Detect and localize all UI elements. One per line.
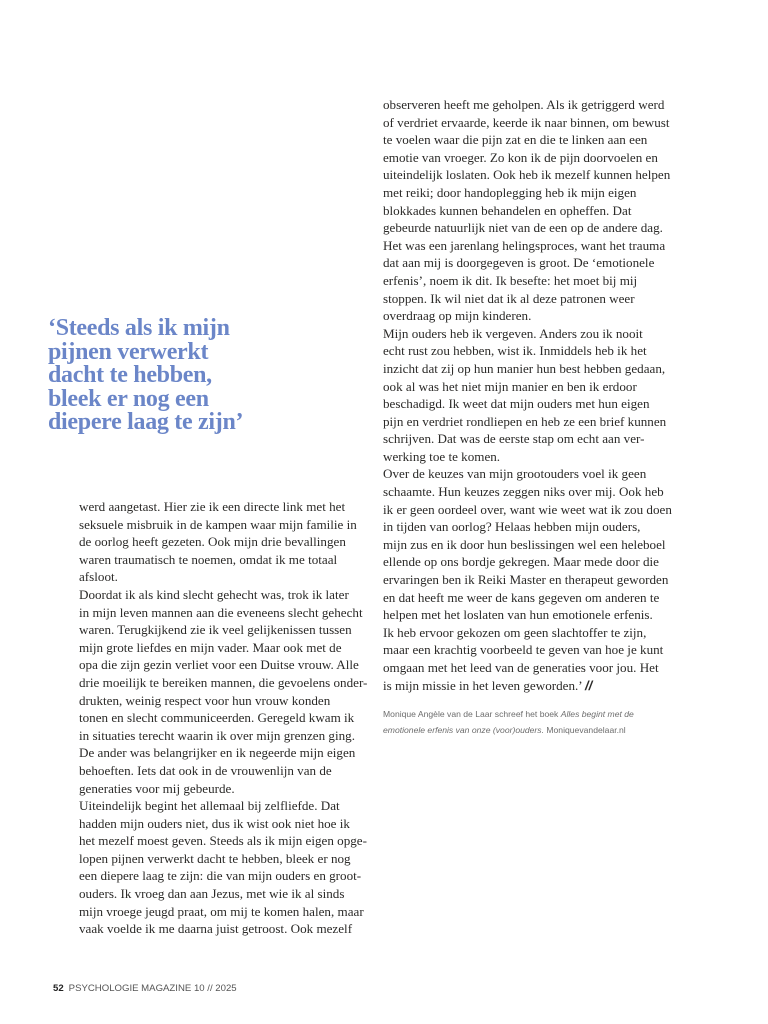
text-line: of verdriet ervaarde, keerde ik naar binnen, om bewust <box>383 114 670 130</box>
text-line: pijn en verdriet rondliepen en heb ze een brief kunnen <box>383 413 667 429</box>
text-line-final <box>383 677 713 695</box>
text-line: emotie van vroeger. Zo kon ik de pijn doorvoelen en <box>383 149 658 165</box>
text-line: stoppen. Ik wil niet dat ik al deze patronen weer <box>383 290 635 306</box>
text-line: seksuele misbruik in de kampen waar mijn familie in <box>79 516 357 532</box>
pull-quote-line: diepere laag te zijn’ <box>48 409 244 436</box>
text-line: werd aangetast. Hier zie ik een directe link met het <box>79 499 346 514</box>
text-line: Uiteindelijk begint het allemaal bij zelfliefde. Dat <box>79 798 340 814</box>
pull-quote-line: pijnen verwerkt <box>48 338 209 365</box>
author-website: Moniquevandelaar.nl <box>543 725 626 735</box>
text-line: en dat heeft me weer de kans gegeven om anderen te <box>383 589 660 605</box>
text-line: hadden mijn ouders niet, dus ik wist ook niet hoe ik <box>79 815 350 831</box>
text-line: echt rust zou hebben, wist ik. Inmiddels heb ik het <box>383 343 647 359</box>
text-line: Over de keuzes van mijn grootouders voel ik geen <box>383 466 647 482</box>
text-line: Doordat ik als kind slecht gehecht was, trok ik later <box>79 586 349 602</box>
article-column-left <box>79 498 375 938</box>
book-title: Alles begint met de <box>560 709 634 719</box>
text-line: ik er geen oordeel over, want wie weet wat ik zou doen <box>383 501 672 517</box>
text-line: drukten, weinig respect voor hun vrouw konden <box>79 692 331 708</box>
pull-quote-line: dacht te hebben, <box>48 362 212 389</box>
text-line: met reiki; door handoplegging heb ik mijn eigen <box>383 184 637 200</box>
text-line: observeren heeft me geholpen. Als ik getriggerd werd <box>383 97 665 112</box>
text-line: lopen pijnen verwerkt dacht te hebben, bleek er nog <box>79 850 351 866</box>
text-line: Het was een jarenlang helingsproces, want het trauma <box>383 237 666 253</box>
text-line: ervaringen ben ik Reiki Master en therapeut geworden <box>383 572 669 588</box>
book-title-cont: emotionele erfenis van onze (voor)ouders. <box>383 725 544 735</box>
text-line: generaties voor mij gebeurde. <box>79 780 235 796</box>
text-line: uiteindelijk loslaten. Ook heb ik mezelf kunnen helpen <box>383 167 671 183</box>
text-line: maar een krachtig voorbeeld te geven van hoe je kunt <box>383 642 664 658</box>
text-line: werking toe te komen. <box>383 448 501 464</box>
text-line: inzicht dat zij op hun manier hun best hebben gedaan, <box>383 360 666 376</box>
text-line: ellende op ons bordje gekregen. Maar mede door die <box>383 554 659 570</box>
text-line: omgaan met het leed van de generaties voor jou. Het <box>383 660 659 675</box>
text-line: te voelen waar die pijn zat en die te linken aan een <box>383 132 648 148</box>
text-line: mijn vroege jeugd praat, om mij te komen halen, maar <box>79 903 364 919</box>
text-line: Mijn ouders heb ik vergeven. Anders zou ik nooit <box>383 325 643 341</box>
page-number: 52 <box>53 983 64 994</box>
author-credit <box>383 706 723 738</box>
publication-name: PSYCHOLOGIE MAGAZINE 10 // 2025 <box>68 983 237 994</box>
article-column-right <box>383 96 713 694</box>
credit-prefix: Monique Angèle van de Laar schreef het boek <box>383 709 561 719</box>
text-line: afsloot. <box>79 569 118 585</box>
text-line: waren traumatisch te noemen, omdat ik me totaal <box>79 551 338 567</box>
text-line: blokkades kunnen behandelen en opheffen. Dat <box>383 202 632 218</box>
text-line: gebeurde natuurlijk niet van de een op de andere dag. <box>383 220 663 236</box>
pull-quote <box>48 317 348 435</box>
text-line: een diepere laag te zijn: die van mijn ouders en groot- <box>79 868 362 884</box>
sign-off-mark: // <box>584 677 593 693</box>
final-sentence: is mijn missie in het leven geworden.’ <box>383 677 582 693</box>
text-line: erfenis’, noem ik dit. Ik besefte: het moet bij mij <box>383 272 638 288</box>
text-line: opa die zijn gezin verliet voor een Duitse vrouw. Alle <box>79 657 359 673</box>
text-line: in tijden van oorlog? Helaas hebben mijn ouders, <box>383 519 641 535</box>
text-line: vaak voelde ik me daarna juist getroost. Ook mezelf <box>79 921 353 937</box>
pull-quote-line: ‘Steeds als ik mijn <box>48 315 230 341</box>
text-line: Ik heb ervoor gekozen om geen slachtoffer te zijn, <box>383 624 647 640</box>
text-line: schrijven. Dat was de eerste stap om echt aan ver- <box>383 431 645 447</box>
text-line: behoeften. Iets dat ook in de vrouwenlijn van de <box>79 762 332 778</box>
page-footer <box>53 983 237 994</box>
text-line: De ander was belangrijker en ik negeerde mijn eigen <box>79 745 356 761</box>
text-line: beschadigd. Ik weet dat mijn ouders met hun eigen <box>383 396 650 412</box>
text-line: de oorlog heeft gezeten. Ook mijn drie bevallingen <box>79 534 346 550</box>
text-line: tonen en slecht communiceerden. Geregeld kwam ik <box>79 710 355 726</box>
text-line: overdraag op mijn kinderen. <box>383 308 532 324</box>
text-line: ouders. Ik vroeg dan aan Jezus, met wie ik al sinds <box>79 886 345 902</box>
text-line: dat aan mij is doorgegeven is groot. De ‘emotionele <box>383 255 655 271</box>
text-line: mijn zus en ik door hun beslissingen wel een heleboel <box>383 536 666 552</box>
text-line: in situaties terecht waarin ik over mijn grenzen ging. <box>79 727 355 743</box>
text-line: ook al was het niet mijn manier en ben ik erdoor <box>383 378 637 394</box>
text-line: het mezelf moest geven. Steeds als ik mijn eigen opge- <box>79 833 367 849</box>
text-line: drie moeilijk te bereiken mannen, die gevoelens onder- <box>79 674 368 690</box>
pull-quote-line: bleek er nog een <box>48 385 209 412</box>
text-line: in mijn leven mannen aan die eveneens slecht gehecht <box>79 604 363 620</box>
text-line: schaamte. Hun keuzes zeggen niks over mij. Ook heb <box>383 484 664 500</box>
text-line: mijn grote liefdes en mijn vader. Maar ook met de <box>79 639 342 655</box>
text-line: waren. Terugkijkend zie ik veel gelijkenissen tussen <box>79 622 352 638</box>
text-line: helpen met het loslaten van hun emotionele erfenis. <box>383 607 653 623</box>
